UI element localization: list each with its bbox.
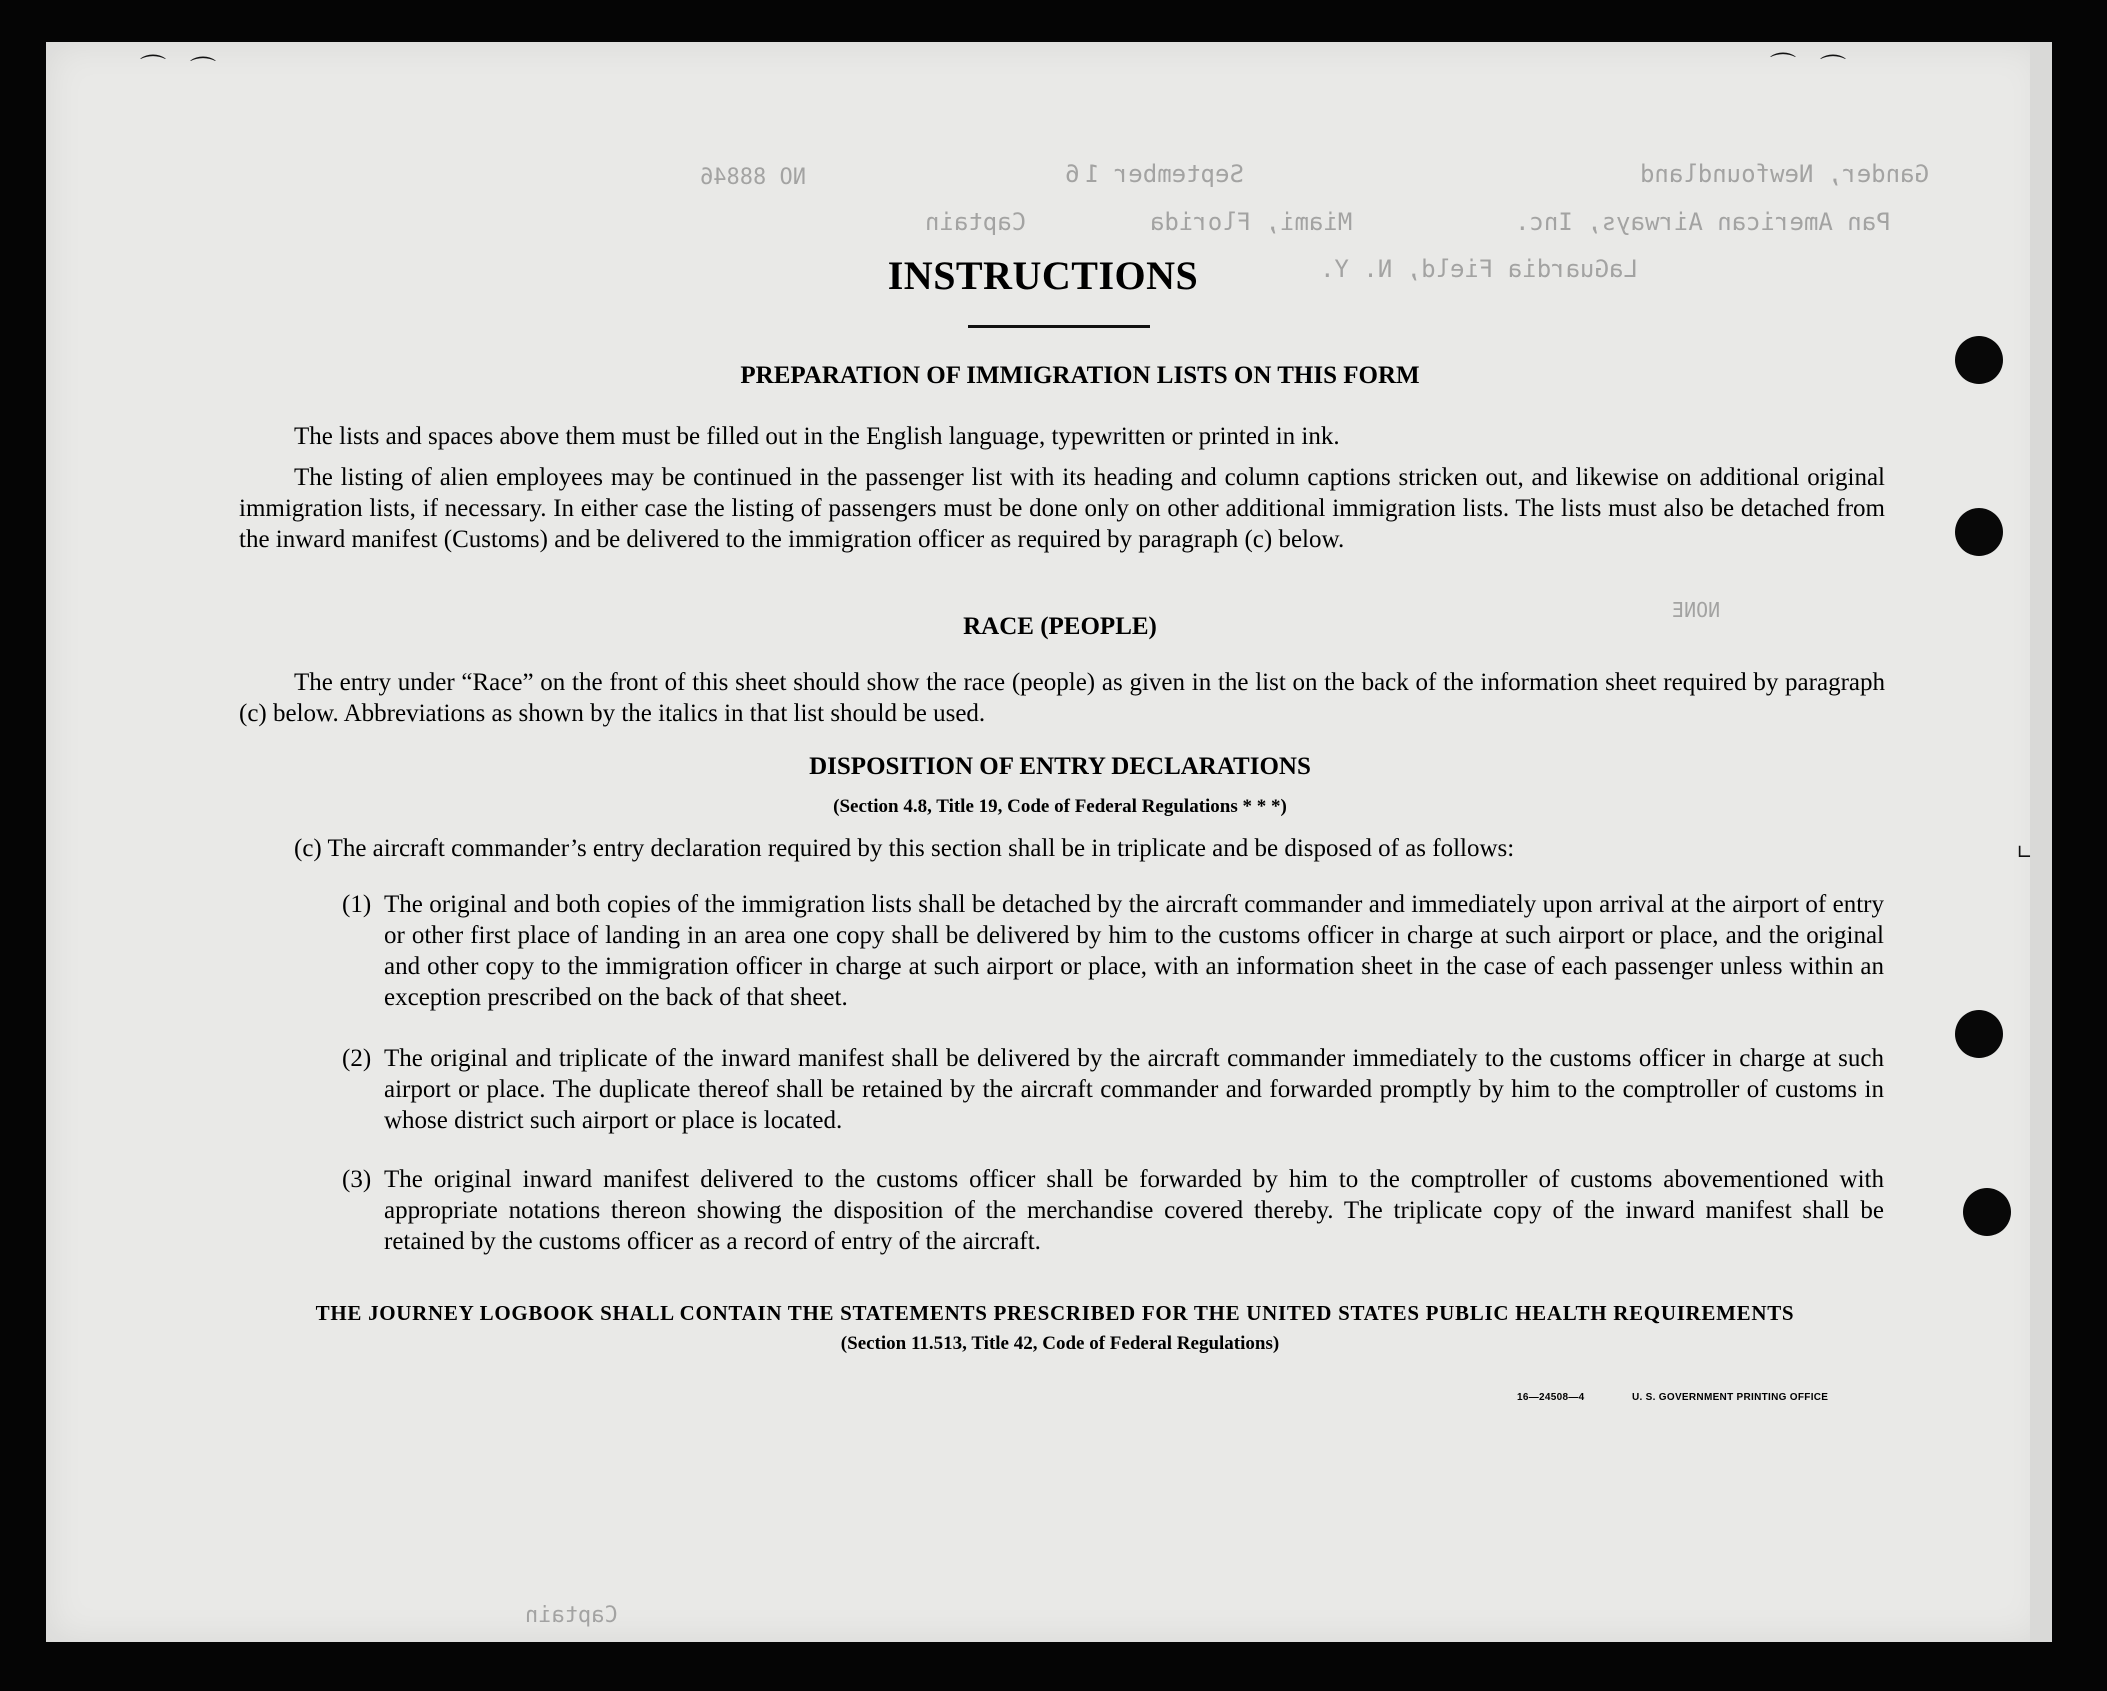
- punch-hole-1: [1955, 336, 2003, 384]
- list-item-number: (1): [342, 891, 372, 918]
- list-item-3: [342, 1164, 1884, 1257]
- footer-citation: (Section 11.513, Title 42, Code of Federal Regulations): [840, 1333, 1280, 1354]
- paragraph-disposition-intro: (c) The aircraft commander’s entry declaration required by this section shall be in triplicate and be disposed of as follows:: [294, 835, 1515, 862]
- list-item-text: The original and triplicate of the inward manifest shall be delivered by the aircraft commander immediately to the customs officer in charge at such airport or place. The duplicate thereof shall be retained by the aircraft commander and forwarded promptly by him to the comptroller of customs in whose district such airport or place is located.: [384, 1045, 1884, 1134]
- list-item-2: [342, 1043, 1884, 1136]
- margin-mark: ⌒: [140, 54, 167, 84]
- bleed-through-captain: Captain: [525, 1603, 618, 1628]
- punch-hole-4: [1963, 1188, 2011, 1236]
- margin-mark: ⌒: [1820, 54, 1847, 84]
- list-item-number: (3): [342, 1166, 372, 1193]
- bleed-through-role: Captain: [925, 208, 1027, 236]
- punch-hole-2: [1955, 508, 2003, 556]
- printer-credit: U. S. GOVERNMENT PRINTING OFFICE: [1632, 1392, 1829, 1403]
- section-heading-disposition: DISPOSITION OF ENTRY DECLARATIONS: [809, 753, 1311, 780]
- punch-hole-3: [1955, 1010, 2003, 1058]
- list-item-text: The original inward manifest delivered to the customs officer shall be forwarded by him to the comptroller of customs abovementioned with appropriate notations thereon showing the disposition of the merchandise covered thereby. The triplicate copy of the inward manifest shall be retained by the customs officer as a record of entry of the aircraft.: [384, 1166, 1884, 1255]
- bleed-through-city: Miami, Florida: [1150, 208, 1353, 236]
- bleed-through-line1: Gander, Newfoundland: [1640, 160, 1929, 188]
- bleed-through-no: NO 88846: [700, 165, 806, 190]
- paragraph-preparation-1: The lists and spaces above them must be filled out in the English language, typewritten or printed in ink.: [294, 423, 1340, 450]
- bleed-through-line3: LaGuardia Field, N. Y.: [1320, 255, 1638, 283]
- page-edge: [2030, 42, 2052, 1642]
- page-title: INSTRUCTIONS: [887, 253, 1199, 298]
- bleed-through-date: September 1: [1085, 160, 1244, 188]
- form-number: 16—24508—4: [1517, 1392, 1585, 1403]
- paragraph-race: The entry under “Race” on the front of this sheet should show the race (people) as given in the list on the back of the information sheet required by paragraph (c) below. Abbreviations as shown by the italics in that list should be used.: [239, 669, 1885, 727]
- section-heading-preparation: PREPARATION OF IMMIGRATION LISTS ON THIS FORM: [740, 362, 1420, 389]
- paragraph-preparation-2: The listing of alien employees may be continued in the passenger list with its heading and column captions stricken out, and likewise on additional original immigration lists, if necessary. In either case the listing of passengers must be done only on other additional immigration lists. The lists must also be detached from the inward manifest (Customs) and be delivered to the immigration officer as required by paragraph (c) below.: [239, 464, 1885, 553]
- footer-statement: THE JOURNEY LOGBOOK SHALL CONTAIN THE STATEMENTS PRESCRIBED FOR THE UNITED STATES PUBLIC HEALTH REQUIREMENTS: [315, 1301, 1795, 1325]
- section-heading-race: RACE (PEOPLE): [963, 613, 1157, 640]
- margin-mark: ⌒: [190, 56, 217, 86]
- list-item-number: (2): [342, 1045, 372, 1072]
- list-item-text: The original and both copies of the immigration lists shall be detached by the aircraft commander and immediately upon arrival at the airport of entry or other first place of landing in an area one copy shall be delivered by him to the customs officer in charge at such airport or place, and the original and other copy to the immigration officer in charge at such airport or place, with an information sheet in the case of each passenger unless within an exception prescribed on the back of that sheet.: [384, 891, 1884, 1011]
- bleed-through-none: NONE: [1672, 598, 1721, 622]
- margin-mark: ⌒: [1770, 52, 1797, 82]
- bleed-through-num: 6: [1065, 160, 1080, 188]
- margin-mark: ∟: [2016, 840, 2033, 864]
- bleed-through-line2: Pan American Airways, Inc.: [1515, 208, 1891, 236]
- section-citation: (Section 4.8, Title 19, Code of Federal Regulations * * *): [833, 796, 1287, 817]
- list-item-1: [342, 889, 1884, 1013]
- title-rule: [968, 325, 1150, 328]
